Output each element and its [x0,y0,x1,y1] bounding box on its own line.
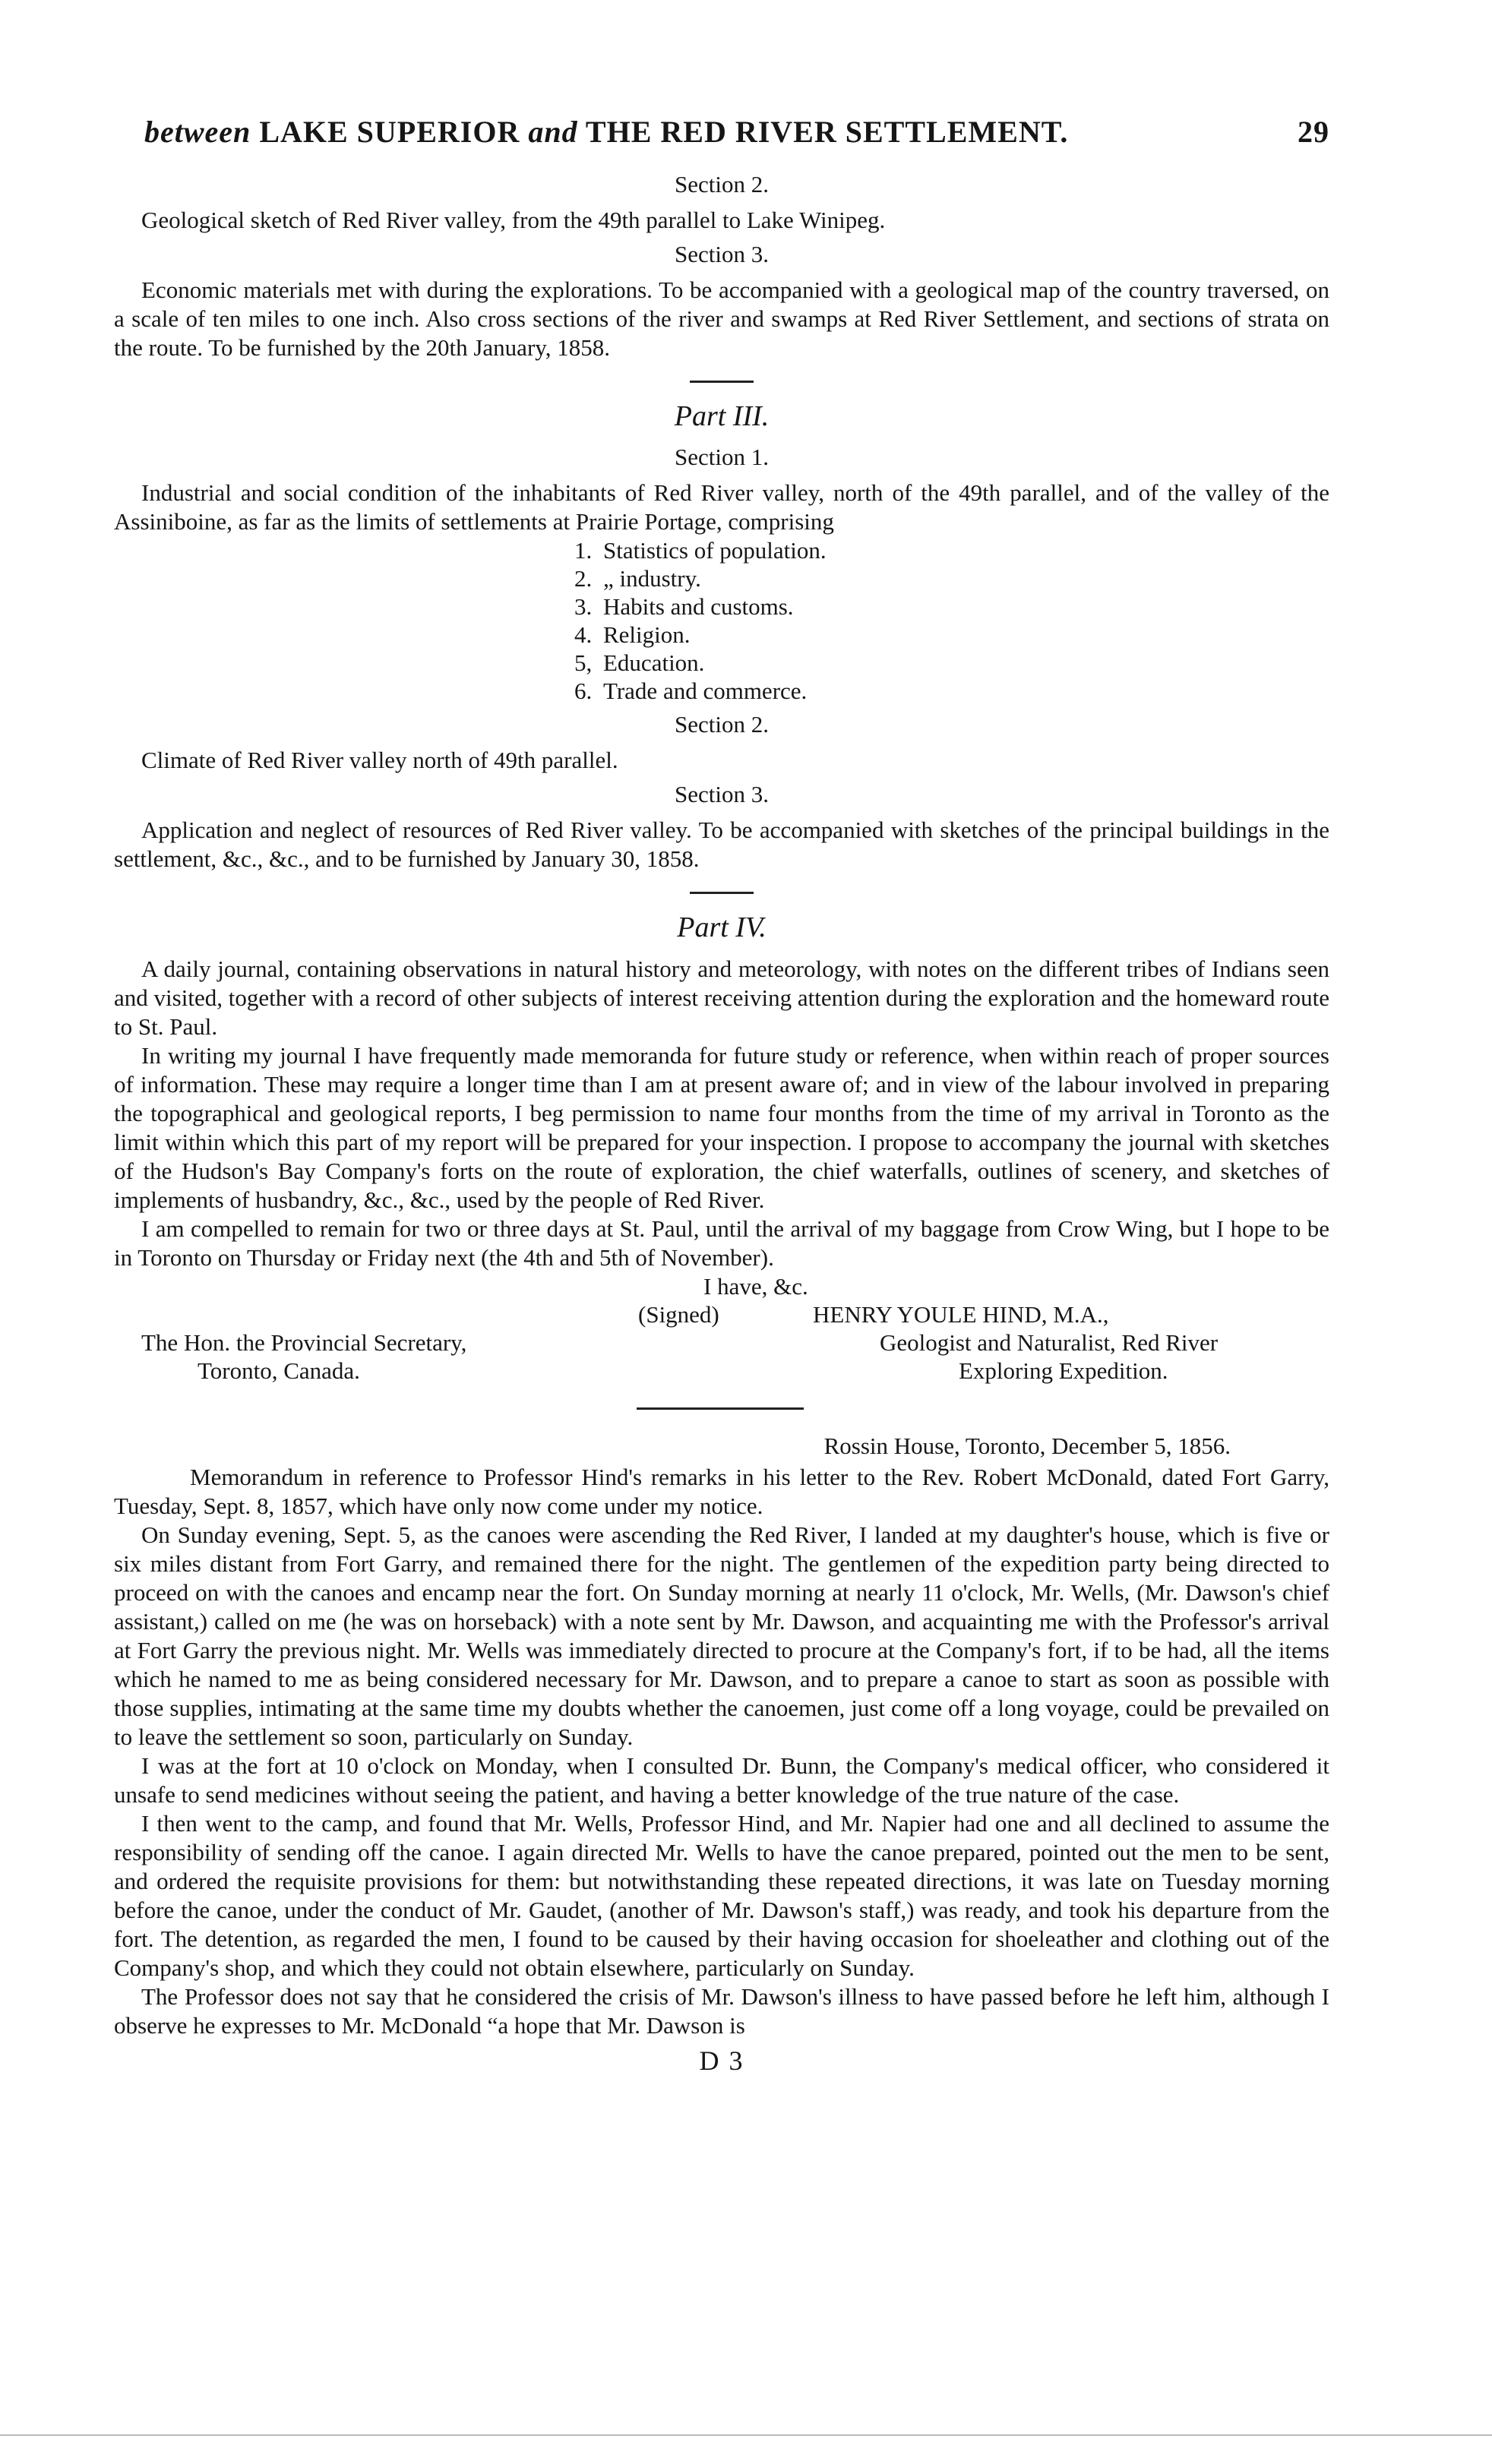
signature-block [114,1272,1329,1386]
section-text: Industrial and social condition of the inhabitants of Red River valley, north of the 49th parallel, and of the valley of the Assiniboine, as far as the limits of settlements at Prairie Portage, comprising [114,479,1329,535]
section-heading: Section 3. [675,241,769,267]
paragraph: Memorandum in reference to Professor Hind's remarks in his letter to the Rev. Robert McDonald, dated Fort Garry, Tuesday, Sept. 8, 1857, which have only now come under my notice. [114,1464,1329,1519]
paragraph: The Professor does not say that he considered the crisis of Mr. Dawson's illness to have passed before he left him, although I observe he expresses to Mr. McDonald “a hope that Mr. Dawson is [114,1983,1329,2039]
section-heading: Section 1. [675,444,769,470]
section-heading: Section 3. [675,781,769,807]
header-and: and [528,115,578,149]
numbered-list [114,536,1329,705]
part-title: Part IV. [677,911,767,943]
section-text: Geological sketch of Red River valley, from the 49th parallel to Lake Winipeg. [141,207,886,233]
list-item: 5, Education. [574,649,705,676]
signature-mark: D 3 [699,2045,744,2076]
section-text: Economic materials met with during the explorations. To be accompanied with a geological map of the country traversed, on a scale of ten miles to one inch. Also cross sections of the river and swamps at Red River Settlement, and sections of strata on the route. To be furnished by the 20th January, 1858. [114,276,1329,361]
addressee-line: Toronto, Canada. [198,1357,360,1384]
section-heading: Section 2. [675,711,769,738]
part-title: Part III. [674,400,770,432]
paragraph: In writing my journal I have frequently made memoranda for future study or reference, when within reach of proper sources of information. These may require a longer time than I am at present aware of; and in view of the labour involved in preparing the topographical and geological reports, I beg permission to name four months from the time of my arrival in Toronto as the limit within which this part of my report will be prepared for your inspection. I propose to accompany the journal with sketches of the Hudson's Bay Company's forts on the route of exploration, the chief waterfalls, outlines of scenery, and sketches of implements of husbandry, &c., &c., used by the people of Red River. [114,1042,1329,1213]
signed-label: (Signed) [638,1301,719,1328]
document-page [114,114,1329,2077]
page-number: 29 [1298,115,1329,149]
paragraph: I then went to the camp, and found that Mr. Wells, Professor Hind, and Mr. Napier had one and all declined to assume the responsibility of sending off the canoe. I again directed Mr. Wells to have the canoe prepared, pointed out the men to be sent, and ordered the requisite provisions for them: but notwithstanding these repeated directions, it was late on Tuesday morning before the canoe, under the conduct of Mr. Gaudet, (another of Mr. Dawson's staff,) was ready, and took his departure from the fort. The detention, as regarded the men, I found to be caused by their having occasion for shoeleather and clothing out of the Company's shop, and which they could not obtain elsewhere, particularly on Sunday. [114,1810,1329,1981]
header-between: between [144,115,251,149]
running-header [114,114,1329,150]
paragraph: On Sunday evening, Sept. 5, as the canoes were ascending the Red River, I landed at my daughter's house, which is five or six miles distant from Fort Garry, and remained there for the night. The gentlemen of the expedition party being directed to proceed on with the canoes and encamp near the fort. On Sunday morning at nearly 11 o'clock, Mr. Wells, (Mr. Dawson's chief assistant,) called on me (he was on horseback) with a note sent by Mr. Dawson, and acquainting me with the Professor's arrival at Fort Garry the previous night. Mr. Wells was immediately directed to procure at the Company's fort, if to be had, all the items which he named to me as being considered necessary for Mr. Dawson, and to prepare a canoe to start as soon as possible with those supplies, intimating at the same time my doubts whether the canoemen, just come off a long voyage, could be prevailed on to leave the settlement so soon, particularly on Sunday. [114,1521,1329,1750]
header-title-b: THE RED RIVER SETTLEMENT. [585,115,1069,149]
paragraph: I was at the fort at 10 o'clock on Monday, when I consulted Dr. Bunn, the Company's medical officer, who considered it unsafe to send medicines without seeing the patient, and having a better knowledge of the true nature of the case. [114,1752,1329,1808]
section-text: Climate of Red River valley north of 49th parallel. [141,747,618,773]
signer-title: Geologist and Naturalist, Red River [880,1329,1219,1356]
scan-edge-line [0,2434,1492,2436]
list-item: 3. Habits and customs. [574,593,794,620]
list-item: 1. Statistics of population. [574,537,827,564]
section-heading: Section 2. [675,171,769,197]
divider [637,1407,804,1410]
list-item: 6. Trade and commerce. [574,678,808,704]
section-text: Application and neglect of resources of Red River valley. To be accompanied with sketches of the principal buildings in the settlement, &c., &c., and to be furnished by January 30, 1858. [114,817,1329,872]
addressee-line: The Hon. the Provincial Secretary, [141,1329,467,1356]
running-title [114,114,1068,150]
list-item: 2. „ industry. [574,565,701,592]
divider [690,381,754,383]
signer-title: Exploring Expedition. [959,1357,1168,1384]
list-item: 4. Religion. [574,621,691,648]
memo-dateline: Rossin House, Toronto, December 5, 1856. [823,1433,1231,1459]
paragraph: I am compelled to remain for two or three days at St. Paul, until the arrival of my baggage from Crow Wing, but I hope to be in Toronto on Thursday or Friday next (the 4th and 5th of November). [114,1215,1329,1271]
header-title-a: LAKE SUPERIOR [259,115,520,149]
closing: I have, &c. [703,1273,808,1300]
divider [690,892,754,894]
paragraph: A daily journal, containing observations in natural history and meteorology, with notes on the different tribes of Indians seen and visited, together with a record of other subjects of interest receiving attention during the exploration and the homeward route to St. Paul. [114,956,1329,1040]
signer-name: HENRY YOULE HIND, M.A., [813,1301,1109,1328]
